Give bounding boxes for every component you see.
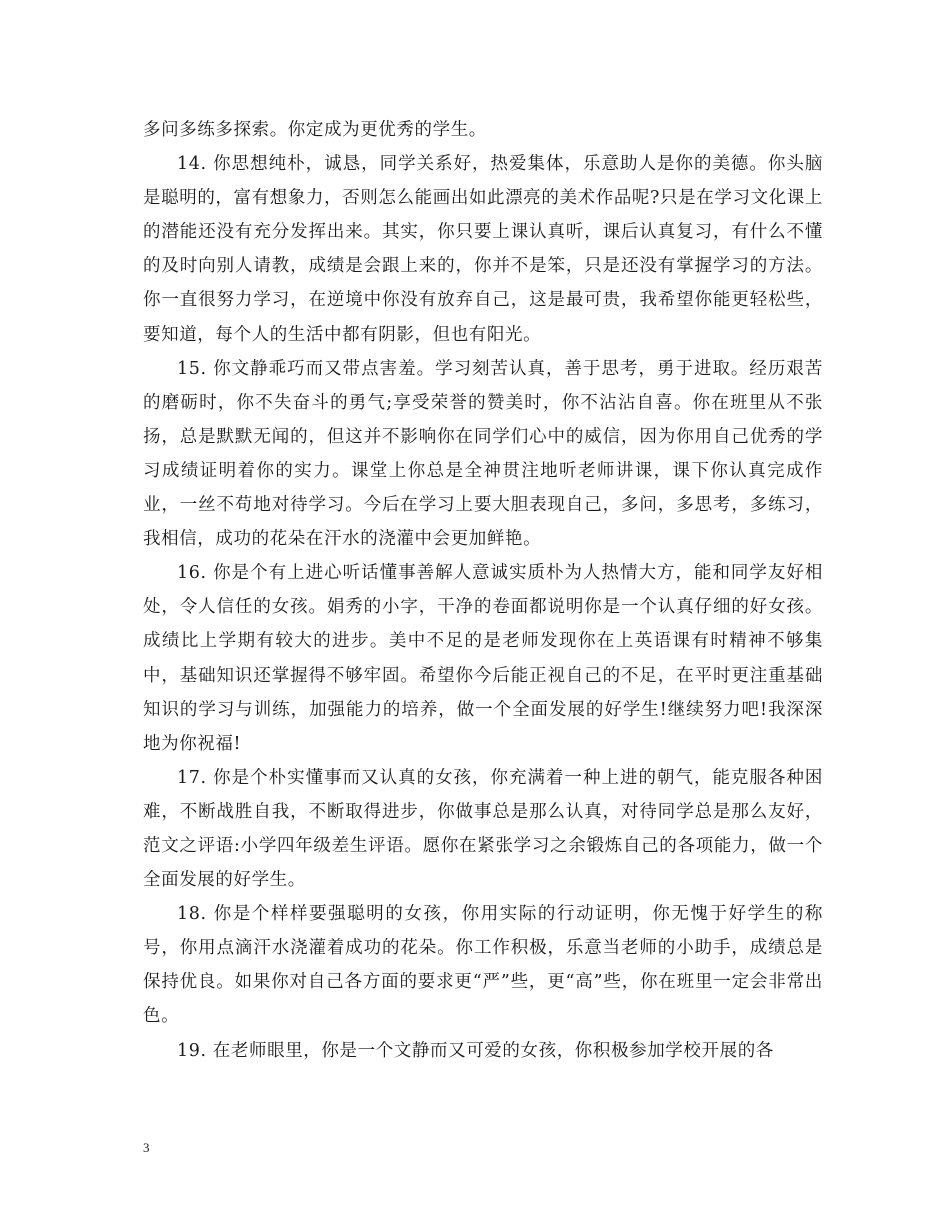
paragraph-14: 14. 你思想纯朴，诚恳，同学关系好，热爱集体，乐意助人是你的美德。你头脑是聪明的，富有想象力，否则怎么能画出如此漂亮的美术作品呢?只是在学习文化课上的潜能还没有充分发挥出来。其实，你只要上课认真听，课后认真复习，有什么不懂的及时向别人请教，成绩是会跟上来的，你并不是笨，只是还没有掌握学习的方法。你一直很努力学习，在逆境中你没有放弃自己，这是最可贵，我希望你能更轻松些，要知道，每个人的生活中都有阴影，但也有阳光。 bbox=[143, 154, 823, 345]
paragraph-16: 16. 你是个有上进心听话懂事善解人意诚实质朴为人热情大方，能和同学友好相处，令人信任的女孩。娟秀的小字，干净的卷面都说明你是一个认真仔细的好女孩。成绩比上学期有较大的进步。美中不足的是老师发现你在上英语课有时精神不够集中，基础知识还掌握得不够牢固。希望你今后能正视自己的不足，在平时更注重基础知识的学习与训练，加强能力的培养，做一个全面发展的好学生!继续努力吧!我深深地为你祝福! bbox=[143, 563, 823, 754]
document-body bbox=[143, 113, 823, 1068]
paragraph-17: 17. 你是个朴实懂事而又认真的女孩，你充满着一种上进的朝气，能克服各种困难，不断战胜自我，不断取得进步，你做事总是那么认真，对待同学总是那么友好，范文之评语:小学四年级差生评语。愿你在紧张学习之余锻炼自己的各项能力，做一个全面发展的好学生。 bbox=[143, 767, 823, 891]
page-number: 3 bbox=[143, 1140, 150, 1155]
paragraph-15: 15. 你文静乖巧而又带点害羞。学习刻苦认真，善于思考，勇于进取。经历艰苦的磨砺时，你不失奋斗的勇气;享受荣誉的赞美时，你不沾沾自喜。你在班里从不张扬，总是默默无闻的，但这并不影响你在同学们心中的威信，因为你用自己优秀的学习成绩证明着你的实力。课堂上你总是全神贯注地听老师讲课，课下你认真完成作业，一丝不苟地对待学习。今后在学习上要大胆表现自己，多问，多思考，多练习，我相信，成功的花朵在汗水的浇灌中会更加鲜艳。 bbox=[143, 358, 823, 550]
paragraph-continuation: 多问多练多探索。你定成为更优秀的学生。 bbox=[143, 120, 487, 140]
paragraph-18: 18. 你是个样样要强聪明的女孩，你用实际的行动证明，你无愧于好学生的称号，你用点滴汗水浇灌着成功的花朵。你工作积极，乐意当老师的小助手，成绩总是保持优良。如果你对自己各方面的要求更“严”些，更“高”些，你在班里一定会非常出色。 bbox=[143, 904, 823, 1027]
paragraph-19: 19. 在老师眼里，你是一个文静而又可爱的女孩，你积极参加学校开展的各 bbox=[177, 1040, 774, 1061]
